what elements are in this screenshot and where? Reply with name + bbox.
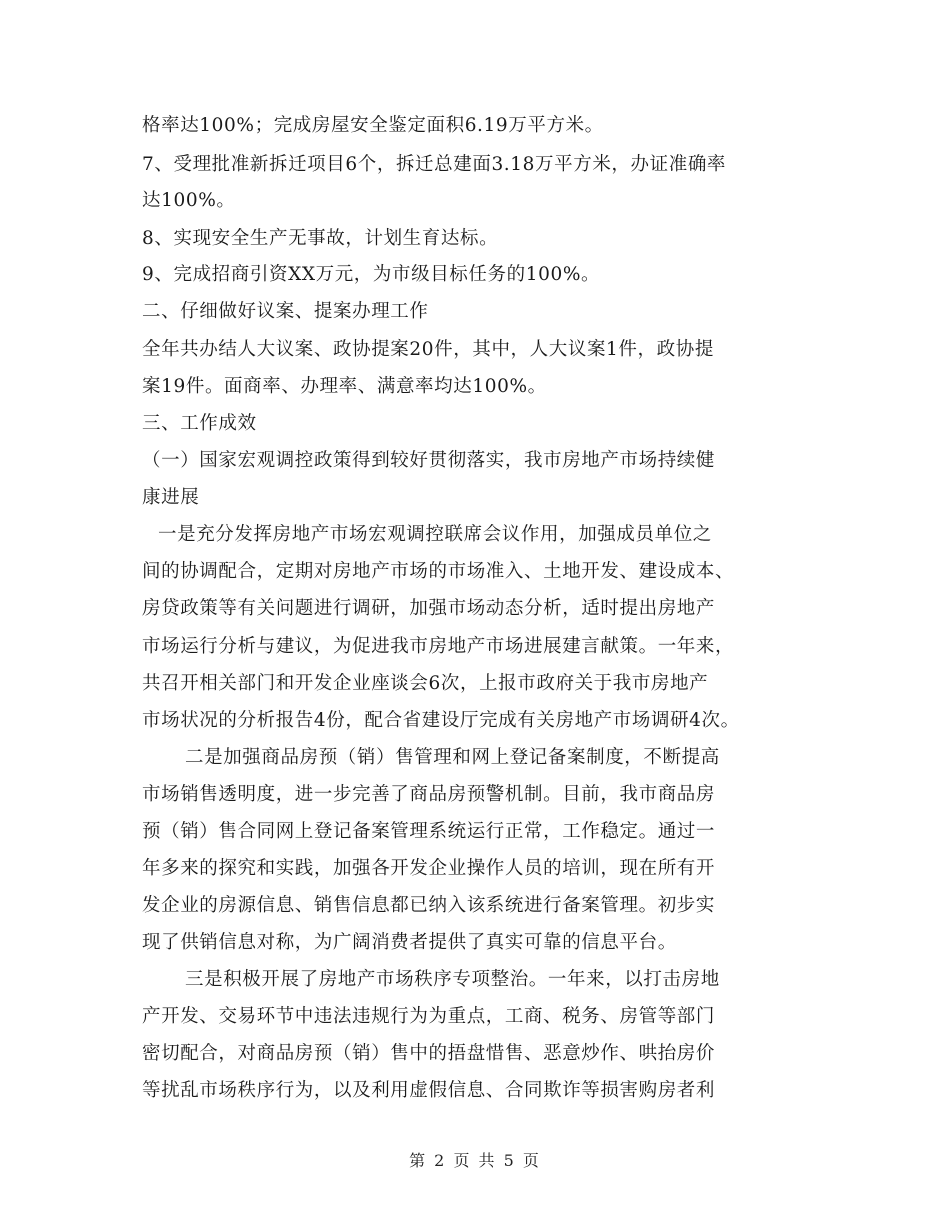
body-text-line: 密切配合，对商品房预（销）售中的捂盘惜售、恶意炒作、哄抬房价 <box>142 1043 716 1064</box>
body-text-line: 年多来的探究和实践，加强各开发企业操作人员的培训，现在所有开 <box>142 858 716 879</box>
body-text-line: 间的协调配合，定期对房地产市场的市场准入、土地开发、建设成本、 <box>142 561 735 582</box>
body-text-line: 全年共办结人大议案、政协提案20件，其中，人大议案1件，政协提 <box>142 339 714 360</box>
body-text-line: 7、受理批准新拆迁项目6个，拆迁总建面3.18万平方米，办证准确率 <box>142 154 727 175</box>
body-text-line: 市场状况的分析报告4份，配合省建设厅完成有关房地产市场调研4次。 <box>142 710 740 731</box>
body-text-line: 现了供销信息对称，为广阔消费者提供了真实可靠的信息平台。 <box>142 932 677 953</box>
body-text-line: 共召开相关部门和开发企业座谈会6次，上报市政府关于我市房地产 <box>142 673 709 694</box>
body-text-line: 三是积极开展了房地产市场秩序专项整治。一年来，以打击房地 <box>185 969 720 990</box>
section-heading: 二、仔细做好议案、提案办理工作 <box>142 301 429 322</box>
body-text-line: 一是充分发挥房地产市场宏观调控联席会议作用，加强成员单位之 <box>158 524 712 545</box>
subsection-heading: （一）国家宏观调控政策得到较好贯彻落实，我市房地产市场持续健 <box>142 450 716 471</box>
subsection-heading: 康进展 <box>142 487 200 508</box>
body-text-line: 预（销）售合同网上登记备案管理系统运行正常，工作稳定。通过一 <box>142 821 716 842</box>
body-text-line: 发企业的房源信息、销售信息都已纳入该系统进行备案管理。初步实 <box>142 895 716 916</box>
body-text-line: 9、完成招商引资XX万元，为市级目标任务的100%。 <box>142 264 601 285</box>
page-number-footer: 第 2 页 共 5 页 <box>409 1151 541 1170</box>
body-text-line: 市场运行分析与建议，为促进我市房地产市场进展建言献策。一年来， <box>142 636 735 657</box>
body-text-line: 房贷政策等有关问题进行调研，加强市场动态分析，适时提出房地产 <box>142 598 716 619</box>
body-text-line: 产开发、交易环节中违法违规行为为重点，工商、税务、房管等部门 <box>142 1006 716 1027</box>
body-text-line: 达100%。 <box>142 190 236 211</box>
body-text-line: 案19件。面商率、办理率、满意率均达100%。 <box>142 376 547 397</box>
section-heading: 三、工作成效 <box>142 413 257 434</box>
body-text-line: 8、实现安全生产无事故，计划生育达标。 <box>142 228 499 249</box>
body-text-line: 格率达100%；完成房屋安全鉴定面积6.19万平方米。 <box>142 115 604 136</box>
body-text-line: 二是加强商品房预（销）售管理和网上登记备案制度，不断提高 <box>185 747 720 768</box>
body-text-line: 等扰乱市场秩序行为，以及利用虚假信息、合同欺诈等损害购房者利 <box>142 1080 716 1101</box>
body-text-line: 市场销售透明度，进一步完善了商品房预警机制。目前，我市商品房 <box>142 784 716 805</box>
